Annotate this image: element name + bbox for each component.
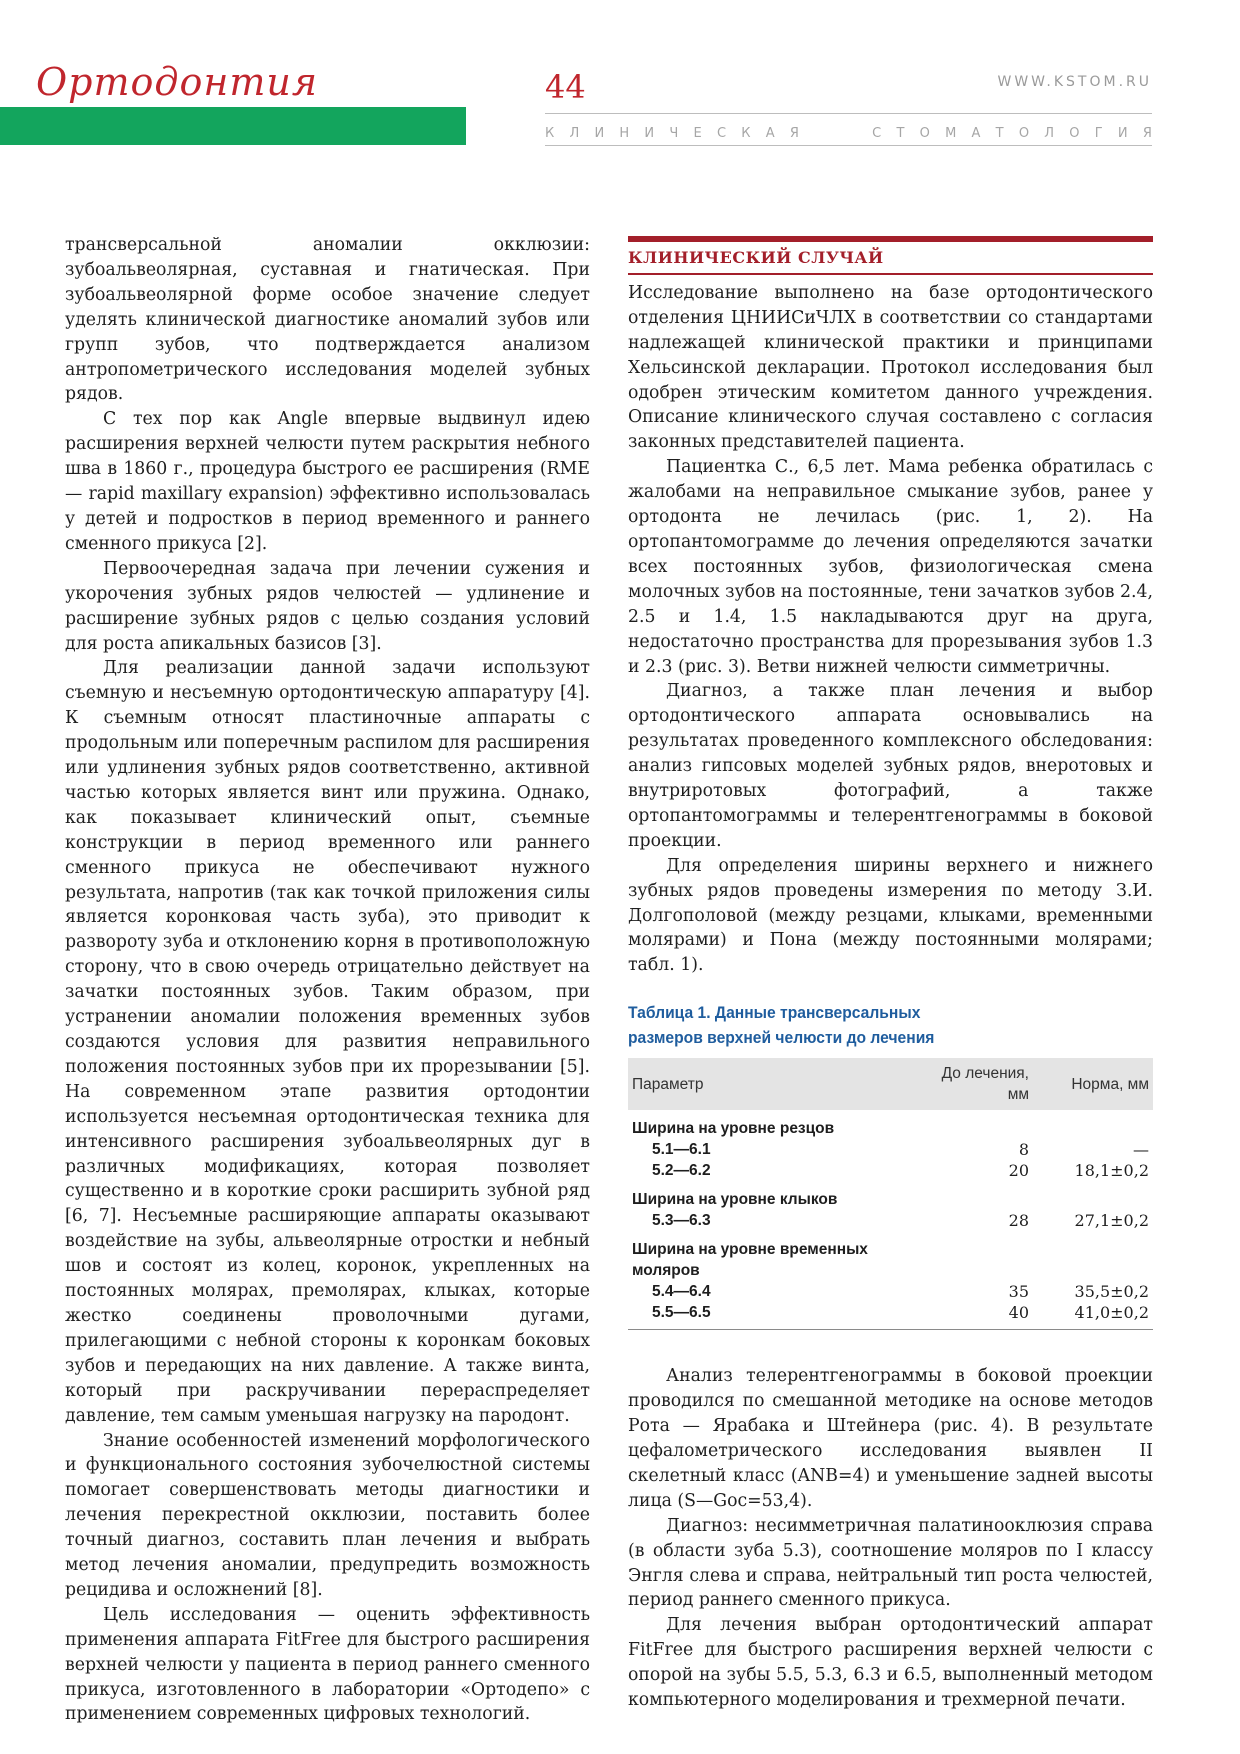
green-header-bar [0,107,466,145]
header-rule-top [545,113,1152,114]
body-paragraph: Первоочередная задача при лечении сужения и укорочения зубных рядов челюстей — удлинение и расширение зубных рядов с целью создания условий для роста апикальных базисов [3]. [65,558,590,654]
body-paragraph: Знание особенностей изменений морфологического и функционального состояния зубочелюстной системы помогает совершенствовать методы диагностики и лечения перекрестной окклюзии, поставить более точный диагноз, составить план лечения и выбрать метод лечения аномалии, предупредить возможность рецидива и осложнений [8]. [65,1430,590,1600]
header-rule-bottom [545,145,1152,146]
left-column [65,233,590,1727]
column-header: Норма, мм [1033,1058,1153,1110]
body-paragraph: Для реализации данной задачи используют съемную и несъемную ортодонтическую аппаратуру [4]. К съемным относят пластиночные аппараты с продольным или поперечным распилом для расширения или удлинения зубных рядов соответственно, активной частью которых является винт или пружина. Однако, как показывает клинический опыт, съемные конструкции в период временного или раннего сменного прикуса не обеспечивают нужного результата, напротив (так как точкой приложения силы является коронковая часть зуба), это приводит к развороту зуба и отклонению корня в противоположную сторону, что в свою очередь отрицательно действует на зачатки постоянных зубов. Таким образом, при устранении аномалии положения временных зубов создаются условия для развития неправильного положения постоянных зубов при их прорезывании [5]. На современном этапе развития ортодонтии используется несъемная ортодонтическая техника для интенсивного расширения зубоальвеолярных дуг в различных модификациях, которая позволяет существенно и в короткие сроки расширить зубной ряд [6, 7]. Несъемные расширяющие аппараты оказывают воздействие на зубы, альвеолярные отростки и небный шов и состоят из колец, коронок, укрепленных на постоянных молярах, премолярах, клыках, которые жестко соединены проволочными дугами, прилегающими с небной стороны к коронкам боковых зубов и передающих на них давление. А также винта, который при раскручивании перераспределяет давление, тем самым уменьшая нагрузку на пародонт. [65,658,590,1426]
body-paragraph: Исследование выполнено на базе ортодонтического отделения ЦНИИСиЧЛХ в соответствии со стандартами надлежащей клинической практики и принципами Хельсинской декларации. Протокол исследования был одобрен этическим комитетом данного учреждения. Описание клинического случая составлено с согласия законных представителей пациента. [628,282,1153,453]
journal-section-logo: Ортодонтия [36,60,319,104]
body-paragraph: Диагноз, а также план лечения и выбор ортодонтического аппарата основывались на результатах проведенного комплексного обследования: анализ гипсовых моделей зубных рядов, внеротовых и внутриротовых фотографий, а также ортопантомограммы и телерентгенограммы в боковой проекции. [628,681,1153,851]
table-row: 5.2—6.2 20 18,1±0,2 [652,1161,1149,1181]
column-header: До лечения, мм [915,1058,1033,1110]
body-paragraph: трансверсальной аномалии окклюзии: зубоальвеолярная, суставная и гнатическая. При зубоальвеолярной форме особое значение следует уделять клинической диагностике аномалий зубов или групп зубов, что подтверждается анализом антропометрического исследования моделей зубных рядов. [65,235,590,405]
table-group-row: Ширина на уровне резцов [632,1120,835,1138]
page-number: 44 [545,68,586,106]
body-paragraph: Анализ телерентгенограммы в боковой проекции проводился по смешанной методике на основе методов Рота — Ярабака и Штейнера (рис. 4). В результате цефалометрического исследования выявлен II скелетный класс (ANB=4) и уменьшение задней высоты лица (S—Goc=53,4). [628,1366,1153,1511]
body-paragraph: Пациентка С., 6,5 лет. Мама ребенка обратилась с жалобами на неправильное смыкание зубов, ранее у ортодонта не лечилась (рис. 1, 2). На ортопантомограмме до лечения определяются зачатки всех постоянных зубов, физиологическая смена молочных зубов на постоянные, тени зачатков зубов 2.4, 2.5 и 1.4, 1.5 накладываются друг на друга, недостаточно пространства для прорезывания зубов 1.3 и 2.3 (рис. 3). Ветви нижней челюсти симметричны. [628,457,1153,677]
table-group-row-continued: моляров [632,1262,700,1280]
column-header: Параметр [628,1058,915,1110]
table-row: 5.5—6.5 40 41,0±0,2 [628,1302,1153,1330]
section-heading: КЛИНИЧЕСКИЙ СЛУЧАЙ [628,236,1153,275]
table-row: 5.1—6.1 8 — [652,1140,1149,1160]
table-header-row [628,1058,1153,1110]
post-table-text [628,1364,1153,1713]
site-link[interactable]: WWW.KSTOM.RU [997,74,1152,90]
table-group-row: Ширина на уровне временных [632,1241,868,1259]
body-paragraph: Диагноз: несимметричная палатинооклюзия справа (в области зуба 5.3), соотношение моляров по I классу Энгля слева и справа, нейтральный тип роста челюстей, период раннего сменного прикуса. [628,1515,1153,1611]
table-caption: Таблица 1. Данные трансверсальных размеров верхней челюсти до лечения [628,1003,935,1048]
body-paragraph: С тех пор как Angle впервые выдвинул идею расширения верхней челюсти путем раскрытия небного шва в 1860 г., процедура быстрого ее расширения (RME — rapid maxillary expansion) эффективно использовалась у детей и подростков в период временного и раннего сменного прикуса [2]. [65,409,590,554]
right-column [628,236,1153,1713]
measurements-table [628,1058,1153,1330]
table-row: 5.3—6.3 28 27,1±0,2 [652,1211,1149,1231]
body-paragraph: Для определения ширины верхнего и нижнего зубных рядов проведены измерения по методу З.И. Долгополовой (между резцами, клыками, временными молярами) и Пона (между постоянными молярами; табл. 1). [628,855,1153,976]
table-group-row: Ширина на уровне клыков [632,1191,838,1209]
journal-name: К Л И Н И Ч Е С К А Я С Т О М А Т О Л О Г И Я [545,126,1152,141]
body-paragraph: Цель исследования — оценить эффективность применения аппарата FitFree для быстрого расширения верхней челюсти у пациента в период раннего сменного прикуса, изготовленного в лаборатории «Ортодепо» с применением современных цифровых технологий. [65,1604,590,1725]
table-row: 5.4—6.4 35 35,5±0,2 [652,1282,1149,1302]
body-paragraph: Для лечения выбран ортодонтический аппарат FitFree для быстрого расширения верхней челюсти с опорой на зубы 5.5, 5.3, 6.3 и 6.5, выполненный методом компьютерного моделирования и трехмерной печати. [628,1615,1153,1711]
